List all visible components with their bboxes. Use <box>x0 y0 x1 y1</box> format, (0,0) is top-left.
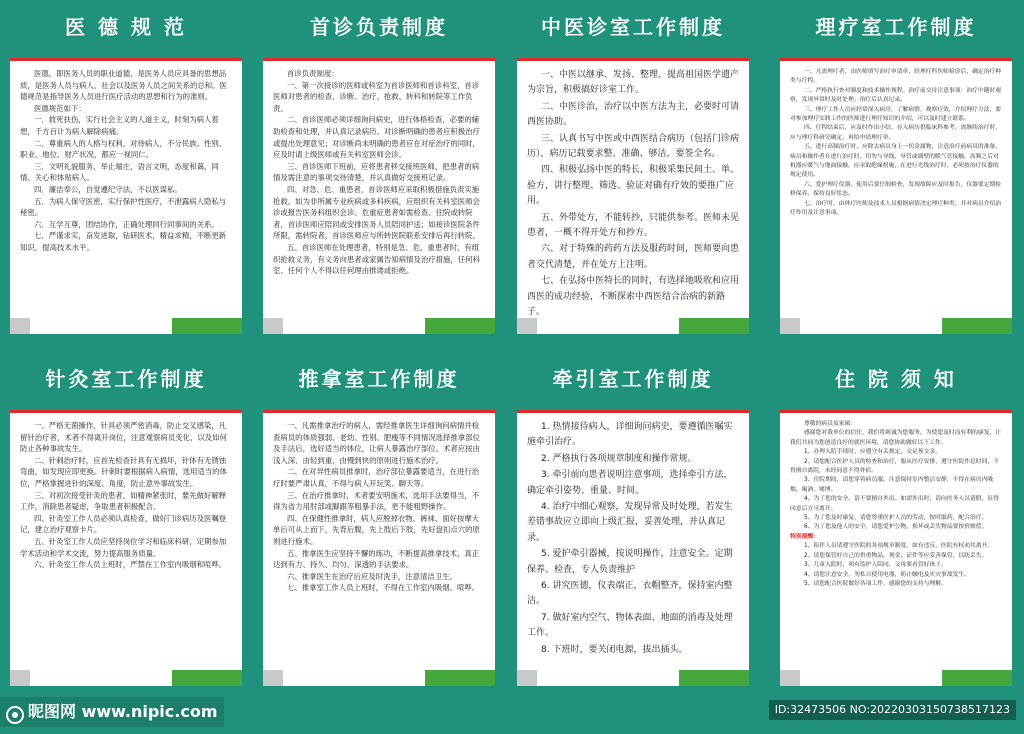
board-paragraph: 五、进行高频治疗时，应除去病员身上一切金属物，注意治疗前病员的准备，病员和操作者在进行治疗时，切勿与导线、导管或墙壁的暖气管接触，高频之后对机器应暖气与地面接触，应采取绝缘措施，在进行光线治疗时，必须按治疗仪器的规定使用。 <box>790 144 1002 179</box>
footer-grey-block <box>263 670 283 686</box>
watermark-site-text: 昵图网 www.nipic.com <box>28 702 218 721</box>
red-divider <box>780 410 1012 413</box>
board-paragraph: 七、推拿室工作人员上班时，不得在工作室内吸烟、喧哗。 <box>287 583 480 593</box>
board-body <box>790 420 1002 660</box>
board-paragraph: 六、推拿医生在治疗后应及时洗手，注意清洁卫生。 <box>287 571 457 581</box>
board-paragraph: 5. 爱护牵引器械，按说明操作，注意安全。定期保养、检查，专人负责维护 <box>527 549 733 575</box>
board-medical-ethics <box>10 10 242 334</box>
board-paragraph: 三、首诊医师下班前，应将患者移交接班医师，把患者的病情及需注意的事项交待清楚，并认真做好交接班记录。 <box>273 161 480 183</box>
board-paragraph: 七、治疗时，由休疗医师及技术人员根据病情决定理疗种类、并对病员介绍治疗作用及注意事项。 <box>790 200 1002 217</box>
board-paragraph: 5、为了您及时康复，请您尊重医护人员的劳动，按时服药，配合治疗。 <box>804 515 988 522</box>
board-paragraph: 二、严格执行查对制度和技术操作规程。治疗前交待注意事项：治疗中随时观察，发现异常时及时处理；治疗后认真记录。 <box>790 87 1002 104</box>
board-paragraph: 4、为了您的安全，请不要擅自外出。如需外出时，请向医务人员请假，征得同意后方可离开。 <box>790 496 999 512</box>
board-paragraph: 三．文明礼貌服务，举止端庄，语言文明，态度和蔼，同情、关心和体贴病人。 <box>20 161 219 183</box>
board-paragraph: 1、办理入院手续时，应遵守有关规定，交足预交金。 <box>804 449 942 456</box>
red-divider <box>10 410 242 413</box>
red-divider <box>263 410 495 413</box>
board-body <box>273 420 485 660</box>
footer-green-block <box>679 670 749 686</box>
board-paragraph: 8. 下班时，要关闭电源，拔出插头。 <box>541 644 688 655</box>
board-physiotherapy <box>780 10 1012 334</box>
board-paragraph: 七、在弘扬中医特长的同时，有选择地吸收和应用西医的成功经验，不断探索中西医结合治病的新路子。 <box>527 276 740 318</box>
board-body <box>20 420 232 660</box>
footer-green-block <box>679 318 749 334</box>
board-paragraph: 二、在对异性病员推拿时，治疗部位暴露要适当，在进行治疗时要严肃认真，不得与病人开玩笑、聊天等。 <box>273 467 480 488</box>
board-paragraph: 二、针刺治疗时，应首先检查针具有无损坏，针体有无锈蚀弯曲，如发现应即更换。针刺时要根据病人病情，选用适当的体位，严格掌握进针的深度、角度，防止意外事故发生。 <box>20 455 227 488</box>
board-paragraph: 四．廉洁奉公，自觉遵纪守法，不以医谋私。 <box>34 184 182 194</box>
board-paragraph: 2、请您配合医护人员的检查和治疗，服从医疗安排，遵守医院作息时间，不得擅自离院，未经同意不得外宿。 <box>790 458 999 475</box>
board-paragraph: 四、疗程结束后，应及时作出小结，存入病历供临床科参考。需继续治疗时，应与理疗科研究确定，再给申请理疗单。 <box>790 125 1002 141</box>
board-paragraph: 五、推拿医生应坚持不懈的练功，不断提高推拿技术，真正达到有力、持久、均匀、深透的手法要求。 <box>273 548 480 570</box>
board-paragraph: 二、首诊医师必须详细询问病史，进行体格检查，必要的辅助检查和处理，并认真记录病历。对诊断明确的患者应积极治疗或提出处理意见；对诊断尚未明确的患者应在对症治疗的同时，应及时请上级医师或有关科室医师会诊。 <box>273 115 480 160</box>
board-body <box>273 68 485 308</box>
board-paragraph: 2. 严格执行各项规章制度和操作常规。 <box>541 453 697 464</box>
board-sheet <box>10 58 242 334</box>
red-divider <box>780 58 1012 61</box>
board-paragraph: 一、严格无菌操作，针具必须严密消毒，防止交叉感染，凡留针治疗者，术者不得离开岗位，注意观察病员变化，以及如何防止各种事故发生。 <box>20 421 227 454</box>
board-sheet <box>517 410 749 686</box>
board-massage <box>263 362 495 686</box>
board-paragraph: 感谢您对我单位的信任，我们将竭诚为您服务。为使您及时而有利的康复，让我们共同为您创造良好的就医环境，请您协助做好以下工作。 <box>790 430 1002 446</box>
board-body <box>527 420 739 660</box>
footer-grey-block <box>517 318 537 334</box>
footer-grey-block <box>780 670 800 686</box>
footer-green-block <box>425 670 495 686</box>
board-paragraph: 1、陪伴人员请遵守医院的各项规章制度，如有违反，医院有权劝其离开。 <box>804 543 994 550</box>
board-paragraph: 六、爱护理疗仪器，使用后要仔细检查，发现故障应及时报告，仪器要定期检修保养，保持良好状态。 <box>790 181 1002 198</box>
board-paragraph: 七．严谨求实，奋发进取，钻研医术，精益求精，不断更新知识，提高技术水平。 <box>20 231 227 252</box>
board-paragraph: 四、在保健性推拿时，病人应脱掉衣物、裤袜、面好按摩大单后可从上而下，先背后腹，先上肢后下肢，先好盘扣点穴的原则进行施术。 <box>273 513 480 546</box>
footer-grey-block <box>10 670 30 686</box>
board-acupuncture <box>10 362 242 686</box>
board-paragraph: 四、积极弘扬中医的特长，积极采集民间土、单、验方，讲行整理、筛选、验证对确有疗效的要推广应用。 <box>527 165 740 207</box>
board-paragraph: 六、针灸室工作人员上班时，严禁在工作室内吸烟和喧哗。 <box>34 560 227 570</box>
board-title: 针灸室工作制度 <box>45 367 207 391</box>
footer-grey-block <box>780 318 800 334</box>
footer-green-block <box>172 318 242 334</box>
board-sheet <box>10 410 242 686</box>
board-paragraph: 一、第一次接诊的医师或科室为首诊医师和首诊科室，首诊医师对患者的检查、诊断、治疗、抢救、转科和转院等工作负责。 <box>273 80 480 113</box>
board-paragraph: 5、请您配合医院做好各项工作，感谢您的支持与理解。 <box>804 580 947 587</box>
board-title: 住 院 须 知 <box>835 367 957 391</box>
board-paragraph: 医德，即医务人员的职业道德，是医务人员应具备的思想品质，是医务人员与病人、社会以及医务人员之间关系的总和。医德规范是指导医务人员进行医疗活动的思想和行为的准则。 <box>20 69 227 102</box>
footer-green-block <box>425 318 495 334</box>
board-sheet <box>780 410 1012 686</box>
footer-green-block <box>172 670 242 686</box>
board-paragraph: 二．尊重病人的人格与权利，对待病人，不分民族、性别、职业、地位、财产状况，都应一视同仁。 <box>20 138 227 160</box>
board-paragraph: 一．救死扶伤，实行社会主义的人道主义，时刻为病人着想，千方百计为病人解除病痛。 <box>20 115 219 136</box>
board-first-visit-responsibility <box>263 10 495 334</box>
board-paragraph: 六、对于特殊的药药方法及服药时间，医师要向患者交代清楚，并在处方上注明。 <box>527 244 740 270</box>
board-paragraph: 3、儿童入院时，须有监护人陪同，父母要看管好孩子。 <box>804 562 947 569</box>
board-title: 推拿室工作制度 <box>298 367 460 391</box>
board-paragraph: 7. 做好室内空气、物体表面、地面的消毒及处理工作。 <box>527 612 733 639</box>
board-paragraph: 三、对初次接受针灸的患者，如精神紧张时，要先做好解释工作，消除患者疑虑，争取患者积极配合。 <box>20 490 227 512</box>
board-sheet <box>263 410 495 686</box>
board-body <box>527 68 740 318</box>
footer-grey-block <box>10 318 30 334</box>
board-paragraph: 6、为了您及他人的安全，请您爱护公物，损坏或丢失物品要按价赔偿。 <box>804 524 988 531</box>
board-paragraph: 三、在治疗推拿时，术者要安明施术，选用手法要得当，不得为省力用肘部或脚跟等粗暴手法，更不能粗野操作。 <box>273 490 480 512</box>
board-paragraph: 四、针灸室工作人员必须认真检查，做好门诊病历及医嘱登记，建立治疗观察卡片。 <box>20 513 227 535</box>
board-paragraph: 4. 治疗中细心观察，发现异常及时处理，若发生差错事故应立即向上级汇报，妥善处理，并认真记录。 <box>527 502 733 543</box>
board-title: 理疗室工作制度 <box>815 15 977 39</box>
board-paragraph: 2、请您保管好自己的贵重物品，现金、证件等应妥善保管，以防丢失。 <box>804 552 988 559</box>
board-paragraph: 6. 讲究医德，仪表端正，衣帽整齐，保持室内整洁。 <box>527 581 733 607</box>
board-tcm-clinic <box>517 10 749 334</box>
footer-grey-block <box>263 318 283 334</box>
board-paragraph: 医德规范如下： <box>34 103 86 113</box>
board-sheet <box>780 58 1012 334</box>
board-title: 首诊负责制度 <box>310 15 448 39</box>
red-divider <box>517 58 749 61</box>
board-paragraph: 六．互学互尊，团结协作，正确处理同行同事间的关系。 <box>34 219 219 229</box>
board-paragraph: 特别提醒： <box>790 533 819 540</box>
board-paragraph: 一、中医以继承、发扬、整理、提高祖国医学遗产为宗旨，积极搞好诊室工作。 <box>527 70 740 96</box>
board-traction <box>517 362 749 686</box>
watermark-site <box>0 697 224 727</box>
board-title: 医 德 规 范 <box>65 15 187 39</box>
red-divider <box>10 58 242 61</box>
board-paragraph: 首诊负责制度： <box>287 69 339 78</box>
board-paragraph: 五．为病人保守医密，实行保护性医疗，不泄露病人隐私与秘密。 <box>20 196 227 218</box>
board-paragraph: 五、针灸室工作人员应坚持岗位学习和临床科研，定期参加学术活动和学术交流，努力提高服务质量。 <box>20 536 227 558</box>
board-paragraph: 五、首诊医师在处理患者，特别是急、危、重患者时，有组织抢救义务，有义务向患者或家属告知病情及治疗措施，任何科室、任何个人不得以任何理由推诿或拒绝。 <box>273 242 480 276</box>
nipic-logo-icon <box>6 704 24 722</box>
board-sheet <box>263 58 495 334</box>
footer-grey-block <box>517 670 537 686</box>
board-paragraph: 一、凡需推拿治疗的病人，需经推拿医生详细询问病情并检查病员的体质强弱、老幼、性别、肥瘦等不同情况选择推拿部位及手法后，选好适当的体位，让病人暴露治疗部位。术者应按由浅入深、由轻到重、由慢到快的原则进行施术治疗。 <box>273 421 480 465</box>
board-paragraph: 尊敬的病员及家属： <box>804 421 857 427</box>
board-inpatient-notice <box>780 362 1012 686</box>
board-paragraph: 五、外带处方，不能转抄，只能供参考。医师未见患者，一概不得开处方和抄方。 <box>527 212 740 239</box>
board-paragraph: 三、认真书写中医或中西医结合病历（包括门诊病历），病历记载要求整、准确、够洁，要签全名。 <box>527 133 740 160</box>
board-title: 中医诊室工作制度 <box>541 15 725 39</box>
watermark-id: ID:32473506 NO:20220303150738517123 <box>769 700 1016 720</box>
board-paragraph: 一、凡需理疗者，由医师填写治疗申请单，经理疗科医师检诊后，确定治疗种类与疗程。 <box>790 69 1002 85</box>
footer-green-block <box>942 670 1012 686</box>
board-title: 牵引室工作制度 <box>552 367 714 391</box>
red-divider <box>517 410 749 413</box>
board-sheet <box>517 58 749 334</box>
board-body <box>20 68 232 308</box>
board-paragraph: 三、理疗工作人员应经常深入病房，了解病情，观察疗效，介绍理疗方法，要对参加理疗实践工作的医师进行理疗知识的介绍，可以及时建立联系。 <box>790 106 1002 123</box>
board-paragraph: 二、中医诊治，治疗以中医方法为主，必要时可请西医协助。 <box>527 101 740 128</box>
footer-green-block <box>942 318 1012 334</box>
board-paragraph: 3、住院期间，请您穿着病员服，注意保持室内整洁安静，不得在病房内吸烟、喝酒、赌博。 <box>790 477 994 493</box>
board-paragraph: 3. 牵引前向患者说明注意事项，选择牵引方法，确定牵引姿势、重量、时间。 <box>527 470 733 496</box>
board-paragraph: 4、请您注意安全，勿私自使用电器，防止触电及火灾事故发生。 <box>804 571 971 578</box>
red-divider <box>263 58 495 61</box>
board-body <box>790 68 1002 308</box>
board-paragraph: 四、对急、危、重患者，首诊医师应采取积极措施负责实施抢救。如为非所属专业疾病或多科疾病，应组织有关科室医师会诊或报告医务科组织会诊。危重症患者如需检查、住院或转院者，首诊医师应陪同或安排医务人员陪同护送；如接诊医院条件所限，需转院者，首诊医师应与所转医院联系安排后再行转院。 <box>273 184 480 241</box>
board-paragraph: 1. 热情接待病人，详细询问病史，要遵循医嘱实施牵引治疗。 <box>527 422 733 448</box>
